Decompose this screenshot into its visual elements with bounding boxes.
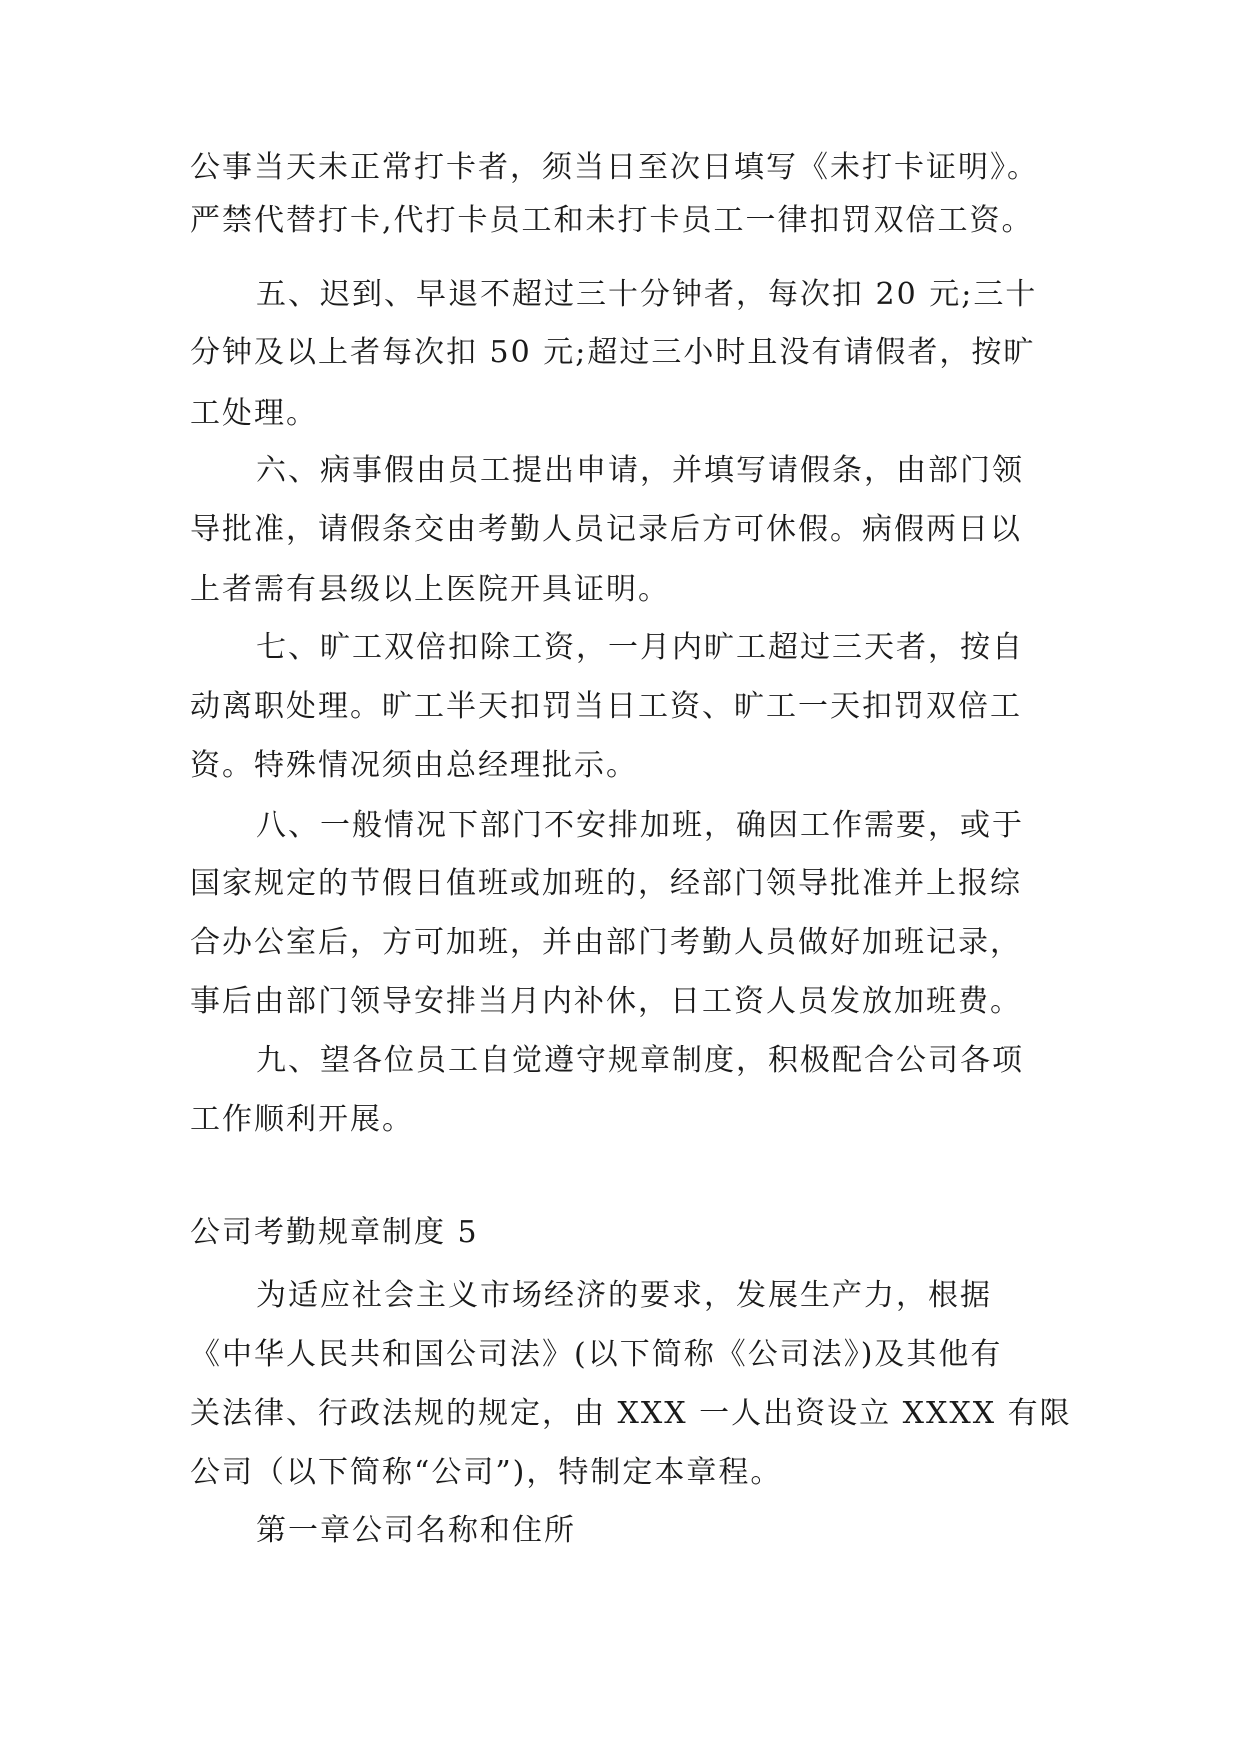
chapter-heading: 第一章公司名称和住所 bbox=[256, 1513, 576, 1548]
text-line: 《中华人民共和国公司法》(以下简称《公司法》)及其他有 bbox=[190, 1337, 1003, 1372]
text-line: 合办公室后，方可加班，并由部门考勤人员做好加班记录， bbox=[190, 925, 1022, 960]
text-line: 上者需有县级以上医院开具证明。 bbox=[190, 572, 670, 607]
text-line: 严禁代替打卡,代打卡员工和未打卡员工一律扣罚双倍工资。 bbox=[190, 203, 1034, 238]
paragraph-start-line: 为适应社会主义市场经济的要求，发展生产力，根据 bbox=[256, 1278, 992, 1313]
text-line: 工作顺利开展。 bbox=[190, 1102, 414, 1137]
paragraph-start-line: 八、一般情况下部门不安排加班，确因工作需要，或于 bbox=[256, 808, 1024, 843]
text-line: 导批准，请假条交由考勤人员记录后方可休假。病假两日以 bbox=[190, 512, 1022, 547]
text-line: 事后由部门领导安排当月内补休，日工资人员发放加班费。 bbox=[190, 984, 1022, 1019]
paragraph-start-line: 七、旷工双倍扣除工资，一月内旷工超过三天者，按自 bbox=[256, 630, 1024, 665]
text-line: 分钟及以上者每次扣 50 元;超过三小时且没有请假者，按旷 bbox=[190, 335, 1036, 370]
text-line: 公事当天未正常打卡者，须当日至次日填写《未打卡证明》。 bbox=[190, 150, 1039, 185]
paragraph-start-line: 九、望各位员工自觉遵守规章制度，积极配合公司各项 bbox=[256, 1043, 1024, 1078]
section-heading: 公司考勤规章制度 5 bbox=[190, 1215, 479, 1250]
paragraph-start-line: 五、迟到、早退不超过三十分钟者，每次扣 20 元;三十 bbox=[256, 277, 1038, 312]
paragraph-start-line: 六、病事假由员工提出申请，并填写请假条，由部门领 bbox=[256, 453, 1024, 488]
text-line: 国家规定的节假日值班或加班的，经部门领导批准并上报综 bbox=[190, 866, 1022, 901]
text-line: 动离职处理。旷工半天扣罚当日工资、旷工一天扣罚双倍工 bbox=[190, 689, 1022, 724]
text-line: 工处理。 bbox=[190, 396, 318, 431]
text-line: 资。特殊情况须由总经理批示。 bbox=[190, 748, 638, 783]
text-line: 关法律、行政法规的规定，由 XXX 一人出资设立 XXXX 有限 bbox=[190, 1396, 1072, 1431]
text-line: 公司（以下简称“公司”)，特制定本章程。 bbox=[190, 1455, 783, 1490]
